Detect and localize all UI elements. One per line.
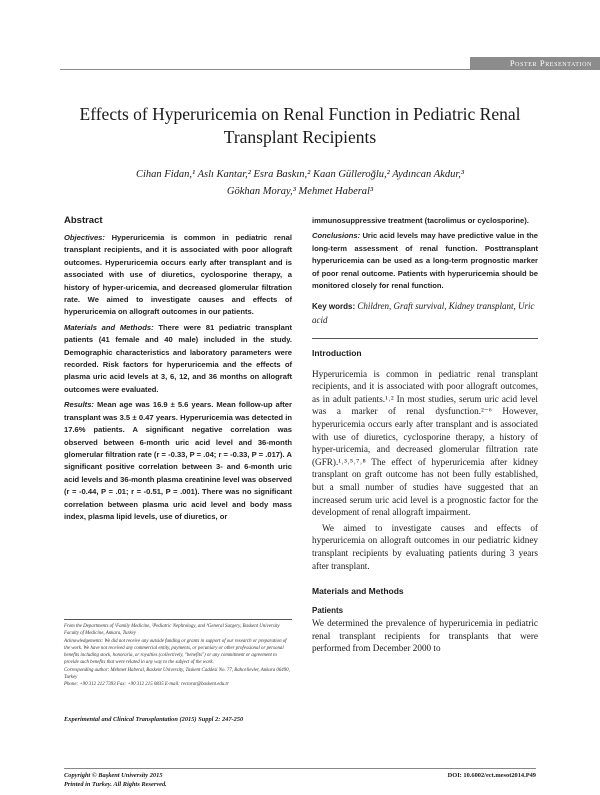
objectives-text: Hyperuricemia is common in pediatric renal transplant recipients, and it is associated with poor allograft outcomes. Hyperuricemia occurs early after transplant and is associated with use of diuretics, cyclosporine therapy, a history of hyper-uricemia, and decreased glomerular filtration rate. We aimed to investigate causes and effects of hyperuricemia on allograft outcomes in our patients. <box>64 233 292 317</box>
authors-line-2: Gökhan Moray,³ Mehmet Haberal³ <box>226 186 374 197</box>
abstract-objectives <box>64 232 292 319</box>
methods-text: There were 81 pediatric transplant patients (41 female and 40 male) included in the study. Demographic characteristics and laboratory parameters were recorded. Risk factors for hyperuricemia and the effects of plasma uric acid levels at 3, 6, 12, and 36 months on allograft outcomes were evaluated. <box>64 322 292 394</box>
methods-paragraph-1: We determined the prevalence of hyperuricemia in pediatric renal transplant recipients for transplants that were performed from December 2000 to <box>312 618 538 654</box>
copyright-text: Copyright © Başkent University 2015 <box>64 772 163 779</box>
keywords-rule <box>312 338 538 339</box>
footer-copyright <box>64 772 167 789</box>
journal-citation: Experimental and Clinical Transplantation (2015) Suppl 2: 247-250 <box>64 716 244 723</box>
conclusions-label: Conclusions: <box>312 231 361 241</box>
footnote-contact: Phone: +90 312 212 7393 Fax: +90 312 215 0835 E-mail: rectorat@baskent.edu.tr <box>64 682 229 688</box>
author-list <box>60 166 540 200</box>
introduction-paragraph-1: Hyperuricemia is common in pediatric renal transplant recipients, and it is associated with poor allograft outcomes, as in adult patients.¹˒² In most studies, serum uric acid level was a marker of renal dysfunction.²⁻⁶ However, hyperuricemia occurs early after transplant and is associated with use of diuretics, cyclosporine therapy, a history of hyper-uricemia, and decreased glomerular filtration rate (GFR).¹˒³˒⁵˒⁷˒⁸ The effect of hyperuricemia after kidney transplant on graft outcome has not been fully established, but a small number of studies have suggested that an increased serum uric acid level is a prognostic factor for the development of renal allograft impairment. <box>312 368 538 518</box>
results-text: Mean age was 16.9 ± 5.6 years. Mean follow-up after transplant was 3.5 ± 0.47 years. Hyperuricemia was detected in 17.6% patients. A significant negative correlation was observed between 6-month uric acid level and 36-month glomerular filtration rate (r = -0.33, P = .04; r = -0.33, P = .017). A significant positive correlation between 3- and 6-month uric acid levels and 36-month plasma creatinine level was observed (r = -0.44, P = .01; r = -0.51, P = .001). There was no significant correlation between plasma uric acid level and body mass index, plasma lipid levels, use of diuretics, or <box>64 400 292 521</box>
footnote-affiliation: From the Departments of ¹Family Medicine, ²Pediatric Nephrology, and ³General Surgery, Baskent University Faculty of Medicine, Ankara, Turkey <box>64 624 280 637</box>
footnote-acknowledgements: Acknowledgements: We did not receive any outside funding or grants in support of our research or preparation of the work. We have not received any commercial entity, payments, or pecuniary or other professional or personal benefits including stock, honoraria, or royalties (collectively, "benefits") or any commitment or agreement to provide such benefits that were related in any way to the subject of the work. <box>64 638 287 666</box>
abstract-heading: Abstract <box>64 215 103 226</box>
printed-text: Printed in Turkey. All Rights Reserved. <box>64 780 167 788</box>
abstract-results <box>64 399 292 523</box>
abstract-results-continued: immunosuppressive treatment (tacrolimus or cyclosporine). <box>312 216 529 225</box>
footer-doi: DOI: 10.6002/ect.mesot2014.P49 <box>447 772 536 779</box>
footnote-block <box>64 619 292 689</box>
introduction-heading: Introduction <box>312 347 362 358</box>
keywords-value: Children, Graft survival, Kidney transplant, Uric acid <box>312 301 535 326</box>
abstract-methods <box>64 322 292 396</box>
results-label: Results: <box>64 400 94 410</box>
left-column <box>64 215 292 526</box>
methods-label: Materials and Methods: <box>64 322 154 332</box>
footnote-rule <box>64 619 292 620</box>
keywords-label: Key words: <box>312 302 356 312</box>
section-banner: Poster Presentation <box>470 57 600 70</box>
article-title: Effects of Hyperuricemia on Renal Function in Pediatric Renal Transplant Recipients <box>79 104 521 147</box>
right-column <box>312 215 538 655</box>
banner-rule <box>60 69 470 70</box>
authors-line-1: Cihan Fidan,¹ Aslı Kantar,² Esra Baskın,² Kaan Gülleroğlu,² Aydıncan Akdur,³ <box>135 169 465 180</box>
abstract-conclusions <box>312 230 538 292</box>
keywords <box>312 300 538 327</box>
conclusions-text: Uric acid levels may have predictive value in the long-term assessment of renal function. Posttransplant hyperuricemia can be used as a long-term prognostic marker of poor renal outcome. Patients with hyperuricemia should be monitored closely for renal function. <box>312 231 538 291</box>
patients-subheading: Patients <box>312 606 344 616</box>
footnote-corresponding: Corresponding author: Mehmet Haberal, Baskent University, Taskent Caddesi No. 77, Bahcelievler, Ankara 06490, Turkey <box>64 667 290 681</box>
objectives-label: Objectives: <box>64 233 105 242</box>
footer-rule <box>64 768 536 769</box>
methods-heading: Materials and Methods <box>312 586 404 597</box>
introduction-paragraph-2: We aimed to investigate causes and effects of hyperuricemia on allograft outcomes in our pediatric kidney transplant recipients by evaluating patients during 3 years after transplant. <box>312 522 538 571</box>
